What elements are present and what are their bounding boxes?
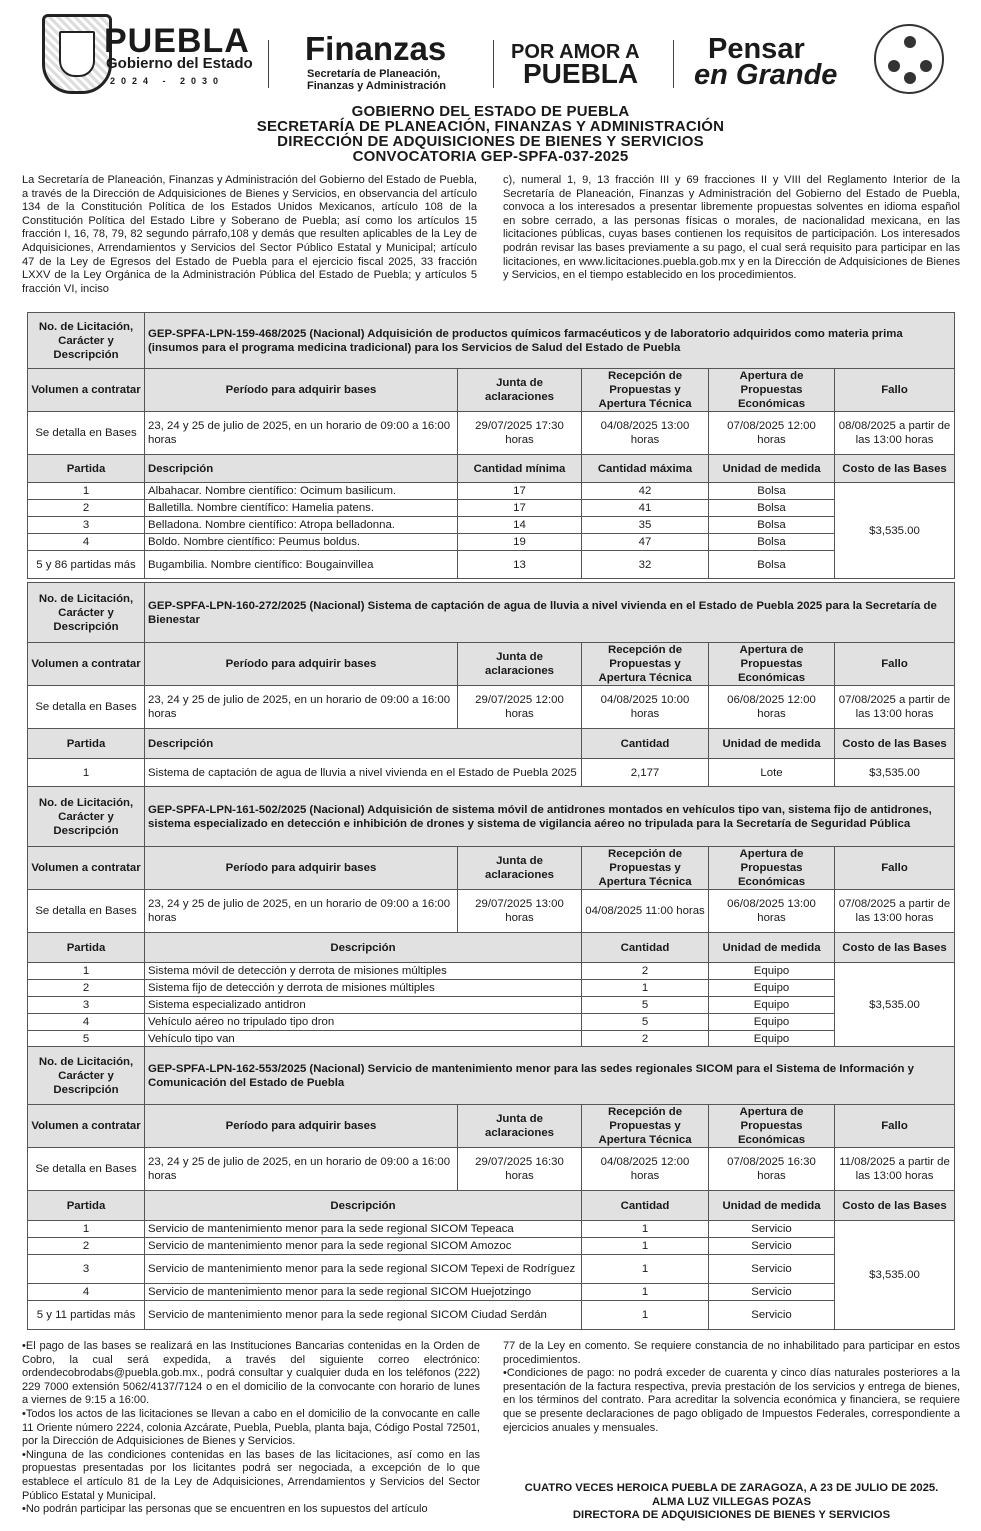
partida-cell: 1 [28,1221,145,1238]
descripcion-cell: Servicio de mantenimiento menor para la sede regional SICOM Tepeaca [145,1221,582,1238]
intro-left: La Secretaría de Planeación, Finanzas y Administración del Gobierno del Estado de Puebla, a través de la Dirección de Adquisiciones de Bienes y Servicios, en observancia del artículo 134 de la Constitución Política de los Estados Unidos Mexicanos, artículo 108 de la Constitución Política del Estado Libre y Soberano de Puebla; así como los artículos 15 fracción I, 16, 78, 79, 82 segundo párrafo,108 y demás que resulten aplicables de la Ley de Adquisiciones, Arrendamientos y Servicios del Sector Público Estatal y Municipal; artículo 47 de la Ley de Egresos del Estado de Puebla para el ejercicio fiscal 2025, 33 fracción LXXV de la Ley Orgánica de la Administración Pública del Estado de Puebla; y artículos 5 fracción VI, inciso [22,174,477,295]
label-junta: Junta de aclaraciones [458,847,582,890]
partida-cell: 4 [28,1014,145,1031]
min-cell: 17 [458,483,582,500]
costo-value: $3,535.00 [835,963,955,1048]
periodo-value: 23, 24 y 25 de julio de 2025, en un horario de 09:00 a 16:00 horas [145,686,458,729]
table-row [28,551,955,579]
label-costo: Costo de las Bases [835,729,955,759]
table-row [28,1284,955,1301]
max-cell: 47 [582,534,709,551]
max-cell: 41 [582,500,709,517]
label-no-licitacion: No. de Licitación, Carácter y Descripción [28,313,145,369]
table-row [28,1014,955,1031]
licitacion-table-160 [27,582,955,787]
apertura-value: 06/08/2025 12:00 horas [709,686,835,729]
unidad-cell: Servicio [709,1238,835,1255]
label-periodo: Período para adquirir bases [145,643,458,686]
descripcion-cell: Vehículo tipo van [145,1031,582,1048]
unidad-cell: Bolsa [709,483,835,500]
partida-cell: 1 [28,483,145,500]
label-partida: Partida [28,933,145,963]
table-row [28,517,955,534]
table-row [28,1255,955,1284]
descripcion-cell: Albahacar. Nombre científico: Ocimum basilicum. [145,483,458,500]
note-paragraph: •El pago de las bases se realizará en las Instituciones Bancarias contenidas en la Orden de Cobro, la cual será expedida, a través del siguiente correo electrónico: ordendecobrodabs@puebla.gob.mx., podrá consultar y cualquier duda en los teléfonos (222) 229 7000 extensión 5062/4137/7124 o en el domicilio de la convocante con horario de lunes a viernes de 9:15 a 16:00. [22,1340,480,1407]
descripcion-cell: Servicio de mantenimiento menor para la sede regional SICOM Huejotzingo [145,1284,582,1301]
licitacion-title: GEP-SPFA-LPN-160-272/2025 (Nacional) Sistema de captación de agua de lluvia a nivel vivienda en el Estado de Puebla 2025 para la Secretaría de Bienestar [145,583,955,643]
label-partida: Partida [28,455,145,483]
label-costo: Costo de las Bases [835,455,955,483]
label-cantidad-minima: Cantidad mínima [458,455,582,483]
table-row [28,534,955,551]
title-line: GOBIERNO DEL ESTADO DE PUEBLA [351,103,630,120]
descripcion-cell: Balletilla. Nombre científico: Hamelia patens. [145,500,458,517]
divider [268,40,269,88]
table-row [28,1221,955,1238]
label-costo: Costo de las Bases [835,933,955,963]
descripcion-cell: Servicio de mantenimiento menor para la sede regional SICOM Tepexi de Rodríguez [145,1255,582,1284]
igualdad-seal-icon [874,24,944,94]
min-cell: 13 [458,551,582,579]
licitacion-title: GEP-SPFA-LPN-159-468/2025 (Nacional) Adquisición de productos químicos farmacéuticos y de laboratorio adquiridos como materia prima (insumos para el programa medicina tradicional) para los Servicios de Salud del Estado de Puebla [145,313,955,369]
label-periodo: Período para adquirir bases [145,369,458,412]
partida-cell: 1 [28,759,145,787]
table-row [28,997,955,1014]
licitacion-title: GEP-SPFA-LPN-161-502/2025 (Nacional) Adquisición de sistema móvil de antidrones montados en vehículos tipo van, sistema fijo de antidrones, sistema especializado en detección e inhibición de drones y sistema de vigilancia aéreo no tripulada para la Secretaría de Seguridad Pública [145,787,955,847]
label-unidad: Unidad de medida [709,729,835,759]
junta-value: 29/07/2025 12:00 horas [458,686,582,729]
label-descripcion: Descripción [145,729,582,759]
divider [493,40,494,88]
notes-left [22,1340,480,1517]
partida-cell: 1 [28,963,145,980]
note-paragraph: 77 de la Ley en comento. Se requiere constancia de no inhabilitado para participar en estos procedimientos. [503,1340,960,1366]
cantidad-cell: 2 [582,963,709,980]
label-recepcion: Recepción de Propuestas y Apertura Técnica [582,643,709,686]
apertura-value: 06/08/2025 13:00 horas [709,890,835,933]
unidad-cell: Bolsa [709,500,835,517]
pensar-logo-line1: Pensar [708,33,805,65]
volumen-value: Se detalla en Bases [28,412,145,455]
junta-value: 29/07/2025 13:00 horas [458,890,582,933]
fallo-value: 11/08/2025 a partir de las 13:00 horas [835,1148,955,1191]
partida-cell: 5 [28,1031,145,1048]
descripcion-cell: Sistema especializado antidron [145,997,582,1014]
partida-cell: 5 y 86 partidas más [28,551,145,579]
amor-logo-line2: PUEBLA [523,58,639,89]
label-unidad: Unidad de medida [709,455,835,483]
descripcion-cell: Vehículo aéreo no tripulado tipo dron [145,1014,582,1031]
unidad-cell: Lote [709,759,835,787]
cantidad-cell: 5 [582,997,709,1014]
intro-right: c), numeral 1, 9, 13 fracción III y 69 fracciones II y VIII del Reglamento Interior de la Secretaría de Planeación, Finanzas y Administración del Gobierno del Estado de Puebla, convoca a los interesados a presentar libremente propuestas solventes en idioma español en sobre cerrado, a las personas físicas o morales, de nacionalidad mexicana, en las licitaciones públicas, cuyas bases contienen los requisitos de participación. Los interesados podrán revisar las bases previamente a su pago, el cual será requisito para participar en las licitaciones, en www.licitaciones.puebla.gob.mx y en la Dirección de Adquisiciones de Bienes y Servicios, en el tiempo establecido en los procedimientos. [503,174,960,282]
volumen-value: Se detalla en Bases [28,1148,145,1191]
cantidad-cell: 2 [582,1031,709,1048]
label-junta: Junta de aclaraciones [458,1105,582,1148]
fallo-value: 07/08/2025 a partir de las 13:00 horas [835,890,955,933]
junta-value: 29/07/2025 16:30 horas [458,1148,582,1191]
partida-cell: 2 [28,1238,145,1255]
cantidad-cell: 1 [582,1301,709,1330]
descripcion-cell: Sistema fijo de detección y derrota de misiones múltiples [145,980,582,997]
unidad-cell: Equipo [709,963,835,980]
unidad-cell: Equipo [709,980,835,997]
note-paragraph: •Todos los actos de las licitaciones se llevan a cabo en el domicilio de la convocante en calle 11 Oriente número 2224, colonia Azcárate, Puebla, Puebla, planta baja, Código Postal 72501, por la Dirección de Adquisiciones de Bienes y Servicios. [22,1407,480,1448]
unidad-cell: Servicio [709,1255,835,1284]
recepcion-value: 04/08/2025 12:00 horas [582,1148,709,1191]
unidad-cell: Equipo [709,1014,835,1031]
periodo-value: 23, 24 y 25 de julio de 2025, en un horario de 09:00 a 16:00 horas [145,412,458,455]
descripcion-cell: Servicio de mantenimiento menor para la sede regional SICOM Amozoc [145,1238,582,1255]
descripcion-cell: Sistema móvil de detección y derrota de misiones múltiples [145,963,582,980]
label-cantidad: Cantidad [582,1191,709,1221]
partida-cell: 2 [28,980,145,997]
label-apertura: Apertura de Propuestas Económicas [709,369,835,412]
finanzas-logo-sub: Secretaría de Planeación, Finanzas y Administración [307,68,446,92]
divider [673,40,674,88]
partida-cell: 5 y 11 partidas más [28,1301,145,1330]
apertura-value: 07/08/2025 16:30 horas [709,1148,835,1191]
label-apertura: Apertura de Propuestas Económicas [709,643,835,686]
unidad-cell: Equipo [709,997,835,1014]
fallo-value: 07/08/2025 a partir de las 13:00 horas [835,686,955,729]
finanzas-logo-main: Finanzas [305,30,447,67]
junta-value: 29/07/2025 17:30 horas [458,412,582,455]
partida-cell: 4 [28,534,145,551]
label-descripcion: Descripción [145,933,582,963]
max-cell: 35 [582,517,709,534]
signature-block [503,1482,960,1523]
descripcion-cell: Servicio de mantenimiento menor para la sede regional SICOM Ciudad Serdán [145,1301,582,1330]
table-row [28,963,955,980]
cantidad-cell: 2,177 [582,759,709,787]
label-no-licitacion: No. de Licitación, Carácter y Descripción [28,583,145,643]
label-junta: Junta de aclaraciones [458,369,582,412]
unidad-cell: Servicio [709,1301,835,1330]
licitacion-table-159 [27,312,955,579]
note-paragraph: •No podrán participar las personas que se encuentren en los supuestos del artículo [22,1503,428,1516]
costo-value: $3,535.00 [835,483,955,579]
amor-logo-line1: POR AMOR A [511,41,640,63]
licitacion-title: GEP-SPFA-LPN-162-553/2025 (Nacional) Servicio de mantenimiento menor para las sedes regionales SICOM para el Sistema de Información y Comunicación del Estado de Puebla [145,1047,955,1105]
costo-value: $3,535.00 [835,1221,955,1330]
periodo-value: 23, 24 y 25 de julio de 2025, en un horario de 09:00 a 16:00 horas [145,1148,458,1191]
puebla-logo-main: PUEBLA [104,22,250,60]
min-cell: 17 [458,500,582,517]
partida-cell: 2 [28,500,145,517]
fallo-value: 08/08/2025 a partir de las 13:00 horas [835,412,955,455]
table-row [28,1301,955,1330]
label-fallo: Fallo [835,643,955,686]
max-cell: 42 [582,483,709,500]
recepcion-value: 04/08/2025 13:00 horas [582,412,709,455]
periodo-value: 23, 24 y 25 de julio de 2025, en un horario de 09:00 a 16:00 horas [145,890,458,933]
licitacion-table-161 [27,786,955,1048]
puebla-crest-icon [42,14,112,94]
apertura-value: 07/08/2025 12:00 horas [709,412,835,455]
document-titles [0,104,981,164]
signature-position: DIRECTORA DE ADQUISICIONES DE BIENES Y SERVICIOS [572,1509,891,1522]
volumen-value: Se detalla en Bases [28,890,145,933]
title-line: DIRECCIÓN DE ADQUISICIONES DE BIENES Y SERVICIOS [277,133,704,150]
note-paragraph: •Condiciones de pago: no podrá exceder de cuarenta y cinco días naturales posteriores a la presentación de la factura respectiva, previa prestación de los servicios y entrega de bienes, en los términos del contrato. Para acreditar la solvencia económica y financiera, se requiere que se presente declaraciones de pago obligado de Impuestos Federales, correspondiente a ejercicios anuales y mensuales. [503,1367,960,1434]
table-row [28,759,955,787]
partida-cell: 3 [28,1255,145,1284]
label-fallo: Fallo [835,1105,955,1148]
descripcion-cell: Sistema de captación de agua de lluvia a nivel vivienda en el Estado de Puebla 2025 [145,759,582,787]
signature-name: ALMA LUZ VILLEGAS POZAS [652,1495,811,1508]
label-periodo: Período para adquirir bases [145,1105,458,1148]
partida-cell: 3 [28,517,145,534]
label-descripcion: Descripción [145,455,458,483]
recepcion-value: 04/08/2025 11:00 horas [582,890,709,933]
label-periodo: Período para adquirir bases [145,847,458,890]
note-paragraph: •Ninguna de las condiciones contenidas en las bases de las licitaciones, así como en las propuestas presentadas por los licitantes podrá ser negociada, a excepción de lo que establece el artículo 81 de la Ley de Adquisiciones, Arrendamientos y Servicios del Sector Público Estatal y Municipal. [22,1448,480,1502]
pensar-logo-line2: en Grande [694,59,838,91]
volumen-value: Se detalla en Bases [28,686,145,729]
recepcion-value: 04/08/2025 10:00 horas [582,686,709,729]
title-line: SECRETARÍA DE PLANEACIÓN, FINANZAS Y ADMINISTRACIÓN [256,118,725,135]
label-volumen: Volumen a contratar [28,369,145,412]
label-volumen: Volumen a contratar [28,847,145,890]
partida-cell: 4 [28,1284,145,1301]
notes-right [503,1340,960,1435]
licitacion-table-162 [27,1046,955,1330]
label-cantidad: Cantidad [582,729,709,759]
max-cell: 32 [582,551,709,579]
unidad-cell: Bolsa [709,517,835,534]
label-partida: Partida [28,729,145,759]
label-partida: Partida [28,1191,145,1221]
label-fallo: Fallo [835,847,955,890]
label-apertura: Apertura de Propuestas Económicas [709,1105,835,1148]
label-cantidad: Cantidad [582,933,709,963]
puebla-logo-years: 2024 - 2030 [110,76,225,86]
cantidad-cell: 1 [582,1221,709,1238]
label-fallo: Fallo [835,369,955,412]
costo-value: $3,535.00 [835,759,955,787]
puebla-logo-sub: Gobierno del Estado [106,55,253,72]
label-descripcion: Descripción [145,1191,582,1221]
cantidad-cell: 5 [582,1014,709,1031]
unidad-cell: Servicio [709,1284,835,1301]
signature-place-date: CUATRO VECES HEROICA PUEBLA DE ZARAGOZA, A 23 DE JULIO DE 2025. [524,1482,939,1494]
title-line: CONVOCATORIA GEP-SPFA-037-2025 [352,148,629,165]
label-junta: Junta de aclaraciones [458,643,582,686]
partida-cell: 3 [28,997,145,1014]
table-row [28,1031,955,1048]
header-logos [18,10,963,98]
descripcion-cell: Belladona. Nombre científico: Atropa belladonna. [145,517,458,534]
cantidad-cell: 1 [582,1238,709,1255]
label-volumen: Volumen a contratar [28,1105,145,1148]
unidad-cell: Bolsa [709,534,835,551]
min-cell: 14 [458,517,582,534]
cantidad-cell: 1 [582,1255,709,1284]
label-unidad: Unidad de medida [709,1191,835,1221]
label-cantidad-maxima: Cantidad máxima [582,455,709,483]
label-recepcion: Recepción de Propuestas y Apertura Técnica [582,369,709,412]
unidad-cell: Equipo [709,1031,835,1048]
unidad-cell: Servicio [709,1221,835,1238]
unidad-cell: Bolsa [709,551,835,579]
label-volumen: Volumen a contratar [28,643,145,686]
label-no-licitacion: No. de Licitación, Carácter y Descripción [28,787,145,847]
label-no-licitacion: No. de Licitación, Carácter y Descripción [28,1047,145,1105]
label-recepcion: Recepción de Propuestas y Apertura Técnica [582,847,709,890]
table-row [28,980,955,997]
label-costo: Costo de las Bases [835,1191,955,1221]
table-row [28,483,955,500]
descripcion-cell: Bugambilia. Nombre científico: Bougainvillea [145,551,458,579]
table-row [28,500,955,517]
table-row [28,1238,955,1255]
descripcion-cell: Boldo. Nombre científico: Peumus boldus. [145,534,458,551]
label-apertura: Apertura de Propuestas Económicas [709,847,835,890]
min-cell: 19 [458,534,582,551]
cantidad-cell: 1 [582,1284,709,1301]
label-recepcion: Recepción de Propuestas y Apertura Técnica [582,1105,709,1148]
label-unidad: Unidad de medida [709,933,835,963]
cantidad-cell: 1 [582,980,709,997]
